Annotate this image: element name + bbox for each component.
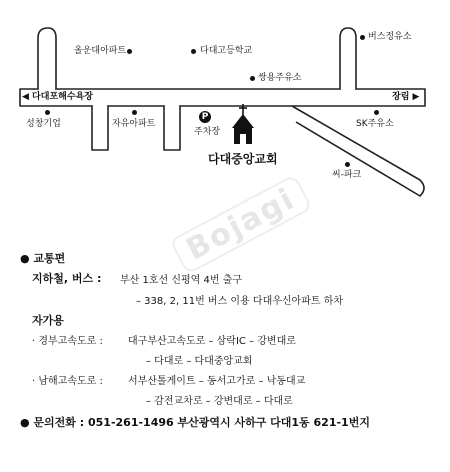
sk-label: SK주유소 [356,119,394,129]
route1-text2: – 다대로 – 다대중앙교회 [146,356,253,367]
car-title: 자가용 [32,314,64,327]
seongchang-label: 성창기업 [26,119,61,129]
church-icon [232,104,254,144]
south-road-2 [164,106,180,150]
route1-label: · 경부고속도로 : [32,336,103,347]
transport-title: ● 교통편 [20,252,66,265]
north-road-east [340,28,356,89]
seongchang-dot [45,110,50,115]
contact-line: ● 문의전화 : 051-261-1496 부산광역시 사하구 다대1동 621-1번지 [20,416,370,429]
school-dot [191,49,196,54]
south-road-1 [92,106,108,150]
route2-label: · 남해고속도로 : [32,376,103,387]
bus-text: – 338, 2, 11번 버스 이용 다대우신아파트 하차 [136,296,344,307]
sk-dot [374,110,379,115]
route2-text2: – 감전교차로 – 강변대로 – 다대로 [146,396,293,407]
north-road-west [38,28,56,89]
subway-label: 지하철, 버스 : [32,272,102,285]
ssangyong-label: 쌍용주유소 [258,73,302,83]
jayu-dot [132,110,137,115]
apt-label: 올운대아파트 [74,46,127,56]
route1-text: 대구부산고속도로 – 삼락IC – 강변대로 [128,336,296,347]
bus-gas-label: 버스정유소 [368,32,412,42]
park-label: 씨-파크 [332,170,362,180]
apt-dot [127,49,132,54]
bus-gas-dot [360,35,365,40]
ssangyong-dot [250,76,255,81]
jayu-label: 자유아파트 [112,119,156,129]
watermark: Bojagi [169,174,312,275]
parking-icon: P [199,111,211,123]
school-label: 다대고등학교 [200,46,253,56]
parking-label: 주차장 [194,127,221,137]
east-road-label: 장림 ▶ [392,92,420,102]
west-road-label: ◀ 다대포해수욕장 [22,92,93,102]
church-label: 다대중앙교회 [208,152,278,166]
subway-text: 부산 1호선 신평역 4번 출구 [120,275,243,286]
route2-text: 서부산톨게이트 – 동서고가로 – 낙동대교 [128,376,306,387]
park-dot [345,162,350,167]
